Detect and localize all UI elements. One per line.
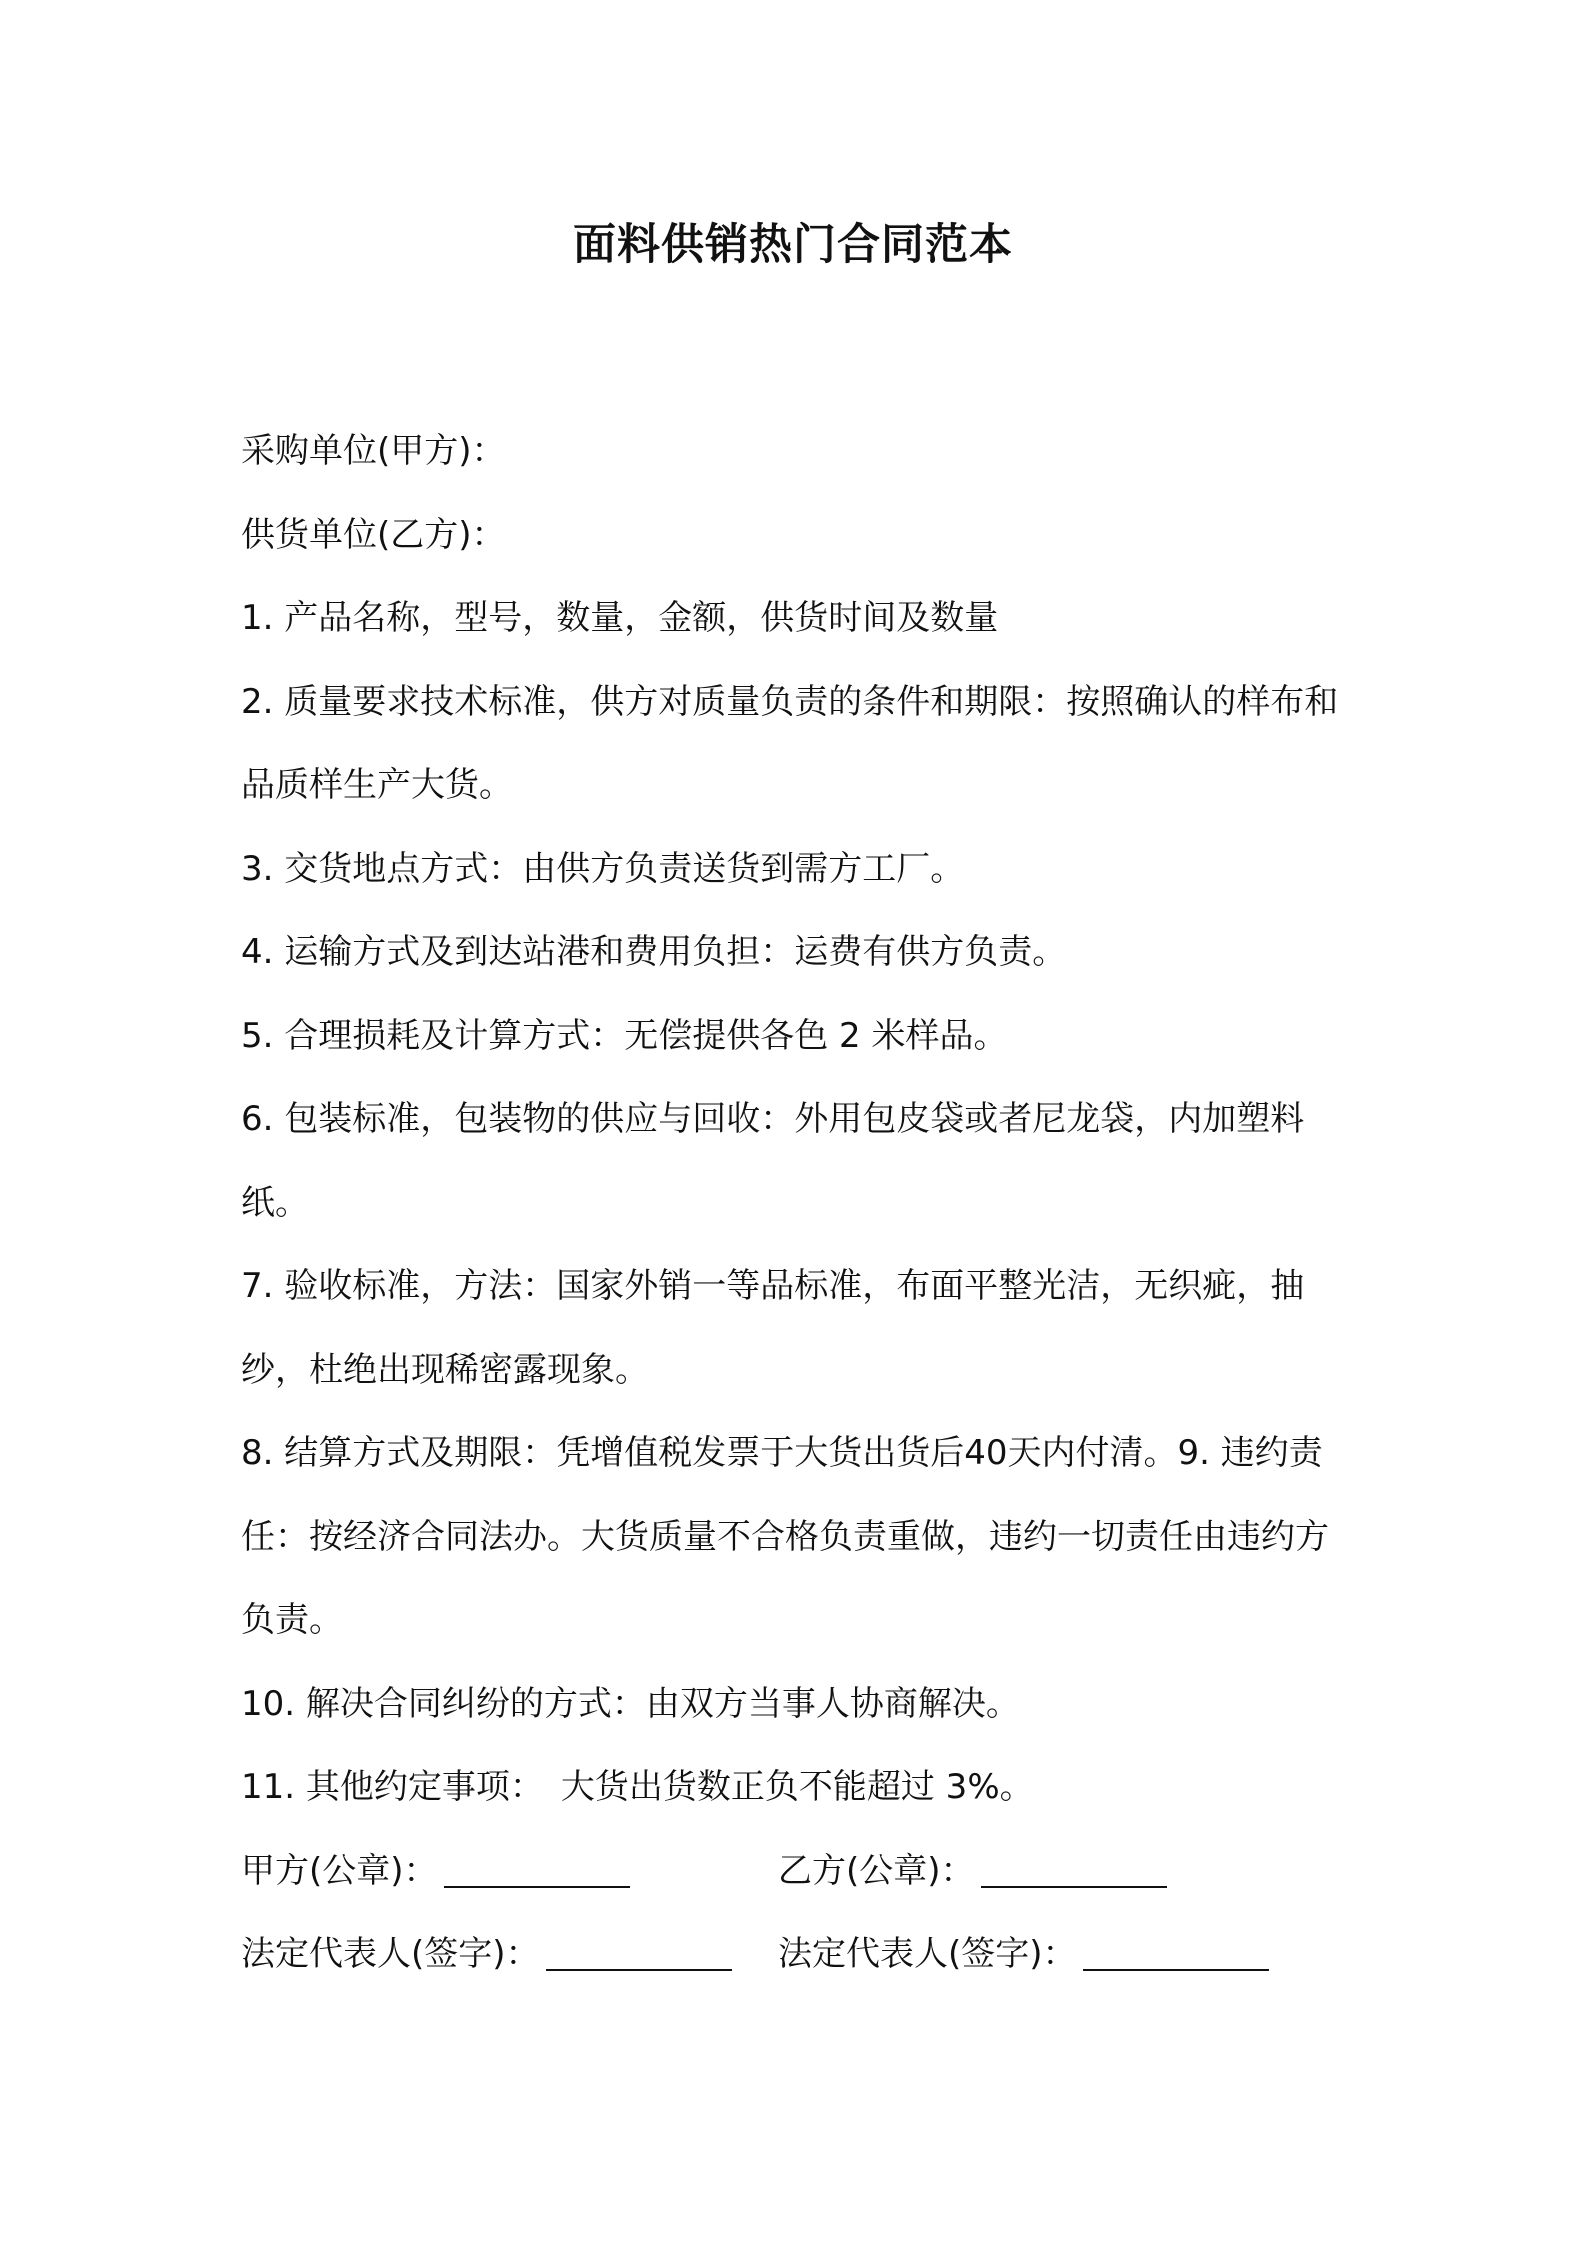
clause-8-9: 8. 结算方式及期限：凭增值税发票于大货出货后40天内付清。9. 违约责任：按经济合同法办。大货质量不合格负责重做，违约一切责任由违约方负责。: [241, 1433, 1329, 1640]
seal-row: [241, 1830, 1361, 1914]
party-a-seal-blank: [444, 1885, 630, 1888]
party-b-rep-blank: [1083, 1968, 1269, 1971]
clause-5: 5. 合理损耗及计算方式：无偿提供各色 2 米样品。: [241, 1015, 1008, 1056]
party-a-seal: [241, 1830, 778, 1914]
party-b-rep: [778, 1913, 1269, 1997]
clause-6: 6. 包装标准，包装物的供应与回收：外用包皮袋或者尼龙袋，内加塑料纸。: [241, 1099, 1305, 1223]
clause-2: 2. 质量要求技术标准，供方对质量负责的条件和期限：按照确认的样布和品质样生产大货。: [241, 681, 1339, 805]
buyer-label: 采购单位(甲方)：: [241, 431, 506, 471]
party-b-seal-blank: [981, 1885, 1167, 1888]
document-title: 面料供销热门合同范本: [573, 220, 1013, 270]
clause-1: 1. 产品名称，型号，数量，金额，供货时间及数量: [241, 598, 999, 638]
party-a-seal-label: 甲方(公章)：: [241, 1850, 438, 1891]
supplier-label: 供货单位(乙方)：: [241, 514, 506, 555]
clause-10: 10. 解决合同纠纷的方式：由双方当事人协商解决。: [241, 1683, 1020, 1724]
party-b-seal-label: 乙方(公章)：: [778, 1850, 975, 1891]
party-b-seal: [778, 1830, 1167, 1914]
representative-row: [241, 1913, 1361, 1997]
party-a-rep-blank: [546, 1968, 732, 1971]
clause-11: 11. 其他约定事项： 大货出货数正负不能超过 3%。: [241, 1767, 1034, 1807]
clause-7: 7. 验收标准，方法：国家外销一等品标准，布面平整光洁，无织疵，抽纱，杜绝出现稀密露现象。: [241, 1266, 1305, 1390]
party-b-rep-label: 法定代表人(签字)：: [778, 1934, 1077, 1974]
party-a-rep: [241, 1913, 778, 1997]
clause-3: 3. 交货地点方式：由供方负责送货到需方工厂。: [241, 848, 965, 889]
contract-body: [241, 410, 1361, 1997]
party-a-rep-label: 法定代表人(签字)：: [241, 1934, 540, 1974]
clause-4: 4. 运输方式及到达站港和费用负担：运费有供方负责。: [241, 932, 1067, 972]
